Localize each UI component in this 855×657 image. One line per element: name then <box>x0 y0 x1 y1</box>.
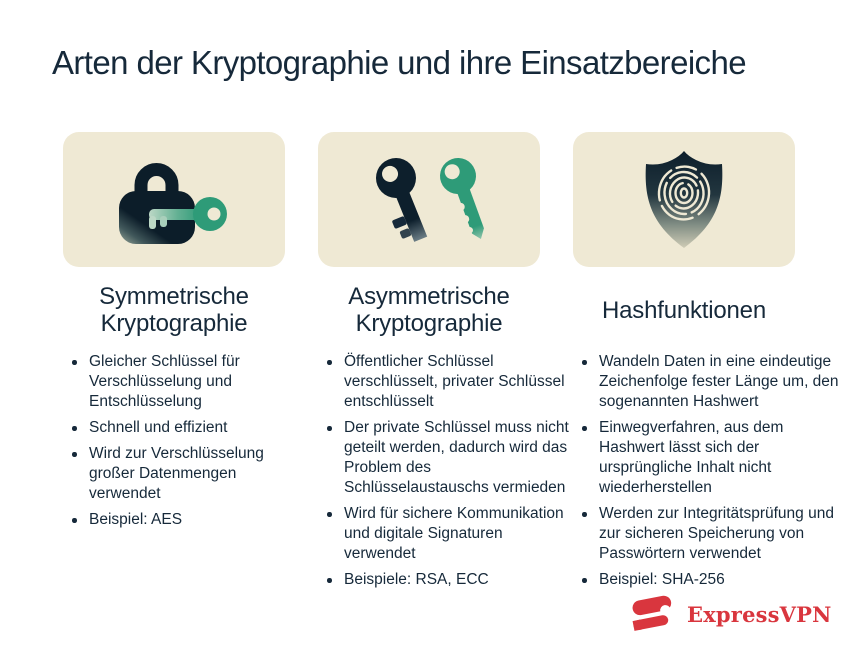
column-heading: Asymmetrische Kryptographie <box>348 283 510 337</box>
bullet-item: Beispiel: AES <box>63 510 289 530</box>
column-asymmetric <box>318 132 569 596</box>
page-title: Arten der Kryptographie und ihre Einsatzbereiche <box>52 44 746 81</box>
bullet-list <box>573 352 845 590</box>
expressvpn-icon <box>630 594 678 634</box>
column-heading: Symmetrische Kryptographie <box>99 283 249 337</box>
column-heading: Hashfunktionen <box>602 296 766 324</box>
columns-grid <box>63 132 839 596</box>
bullet-list <box>63 352 289 530</box>
icon-card-asymmetric <box>318 132 540 267</box>
bullet-item: Beispiel: SHA-256 <box>573 570 845 590</box>
two-keys-icon <box>364 152 494 248</box>
bullet-item: Der private Schlüssel muss nicht geteilt werden, dadurch wird das Problem des Schlüsselaustauschs vermieden <box>318 418 572 498</box>
bullet-item: Wird zur Verschlüsselung großer Datenmengen verwendet <box>63 444 289 504</box>
column-symmetric <box>63 132 285 596</box>
icon-card-symmetric <box>63 132 285 267</box>
bullet-item: Öffentlicher Schlüssel verschlüsselt, privater Schlüssel entschlüsselt <box>318 352 572 412</box>
bullet-item: Beispiele: RSA, ECC <box>318 570 572 590</box>
column-hash <box>573 132 839 596</box>
bullet-item: Gleicher Schlüssel für Verschlüsselung und Entschlüsselung <box>63 352 289 412</box>
bullet-item: Schnell und effizient <box>63 418 289 438</box>
brand-logo <box>630 594 832 634</box>
padlock-key-icon <box>119 154 229 246</box>
bullet-item: Wandeln Daten in eine eindeutige Zeichenfolge fester Länge um, den sogenannten Hashwert <box>573 352 845 412</box>
brand-name: ExpressVPN <box>687 601 832 627</box>
bullet-item: Wird für sichere Kommunikation und digitale Signaturen verwendet <box>318 504 572 564</box>
bullet-list <box>318 352 572 590</box>
bullet-item: Einwegverfahren, aus dem Hashwert lässt sich der ursprüngliche Inhalt nicht wiederherstellen <box>573 418 845 498</box>
bullet-item: Werden zur Integritätsprüfung und zur sicheren Speicherung von Passwörtern verwendet <box>573 504 845 564</box>
shield-fingerprint-icon <box>639 151 729 249</box>
icon-card-hash <box>573 132 795 267</box>
